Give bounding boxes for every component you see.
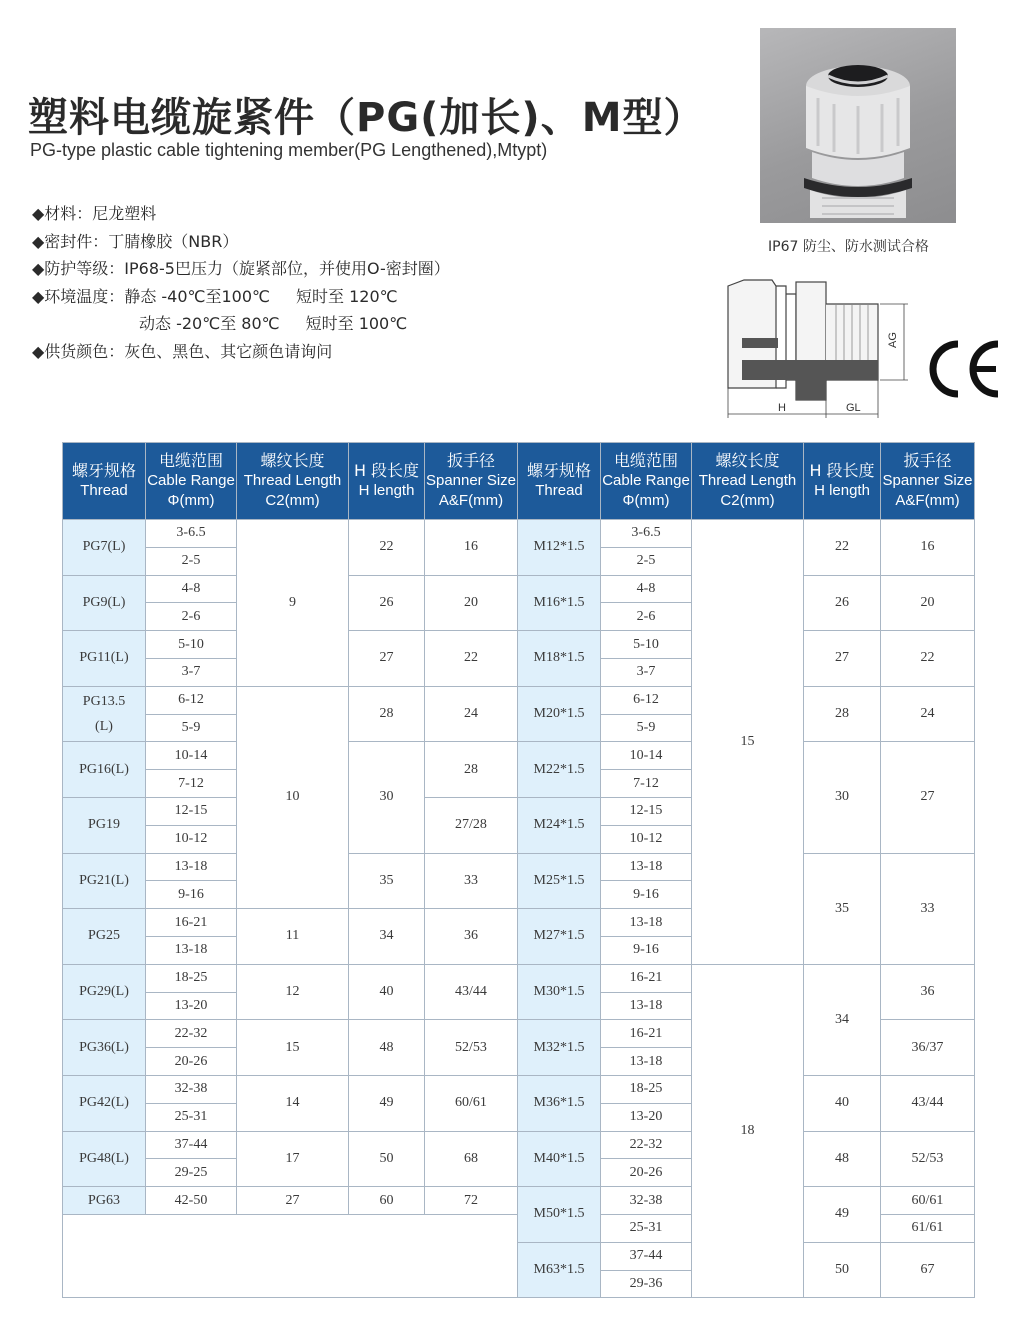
thread-cell: PG36(L) — [63, 1020, 146, 1076]
table-cell: 2-6 — [146, 603, 237, 631]
table-cell — [63, 1214, 518, 1297]
table-row — [63, 742, 975, 770]
table-cell: 22-32 — [146, 1020, 237, 1048]
table-cell: 12-15 — [601, 797, 692, 825]
thread-cell: PG19 — [63, 797, 146, 853]
column-header-en: C2(mm) — [265, 492, 320, 509]
table-row — [63, 686, 975, 714]
column-header-en: Φ(mm) — [167, 492, 215, 509]
column-header — [146, 443, 237, 520]
column-header-zh: H 段长度 — [809, 461, 875, 480]
table-cell: 13-18 — [601, 909, 692, 937]
static-range: 静态 -40℃至100℃ — [124, 286, 271, 306]
table-cell: 22 — [425, 631, 518, 687]
table-cell: 22 — [881, 631, 975, 687]
table-cell: 20 — [881, 575, 975, 631]
thread-cell: M25*1.5 — [518, 853, 601, 909]
thread-cell: PG63 — [63, 1187, 146, 1215]
table-cell: 10-12 — [146, 825, 237, 853]
column-header-zh: 螺牙规格 — [526, 461, 591, 480]
table-cell: 3-7 — [146, 658, 237, 686]
thread-cell: M27*1.5 — [518, 909, 601, 965]
table-cell: 3-6.5 — [601, 520, 692, 548]
technical-drawing — [716, 276, 912, 426]
ce-mark — [924, 336, 1002, 402]
table-cell: 3-7 — [601, 658, 692, 686]
table-row — [63, 1131, 975, 1159]
table-cell: 5-10 — [601, 631, 692, 659]
table-cell: 60/61 — [881, 1187, 975, 1215]
table-cell: 11 — [237, 909, 349, 965]
spec-color: ◆供货颜色：灰色、黑色、其它颜色请询问 — [32, 341, 333, 361]
table-row — [63, 853, 975, 881]
table-cell: 13-18 — [146, 936, 237, 964]
table-cell: 27 — [349, 631, 425, 687]
spec-temperature-dynamic — [32, 310, 450, 338]
thread-cell: M20*1.5 — [518, 686, 601, 742]
column-header-zh: 扳手径 — [446, 451, 495, 470]
table-row — [63, 964, 975, 992]
table-cell: 5-10 — [146, 631, 237, 659]
table-cell: 29-36 — [601, 1270, 692, 1298]
table-cell: 13-18 — [146, 853, 237, 881]
table-cell: 7-12 — [146, 770, 237, 798]
thread-cell: M63*1.5 — [518, 1242, 601, 1298]
table-cell: 13-18 — [601, 992, 692, 1020]
table-cell: 12 — [237, 964, 349, 1020]
column-header — [63, 443, 146, 520]
thread-cell: PG11(L) — [63, 631, 146, 687]
table-cell: 42-50 — [146, 1187, 237, 1215]
table-cell: 26 — [349, 575, 425, 631]
table-row — [63, 631, 975, 659]
table-cell: 13-20 — [146, 992, 237, 1020]
table-cell: 15 — [237, 1020, 349, 1076]
table-cell: 33 — [881, 853, 975, 964]
column-header-en: A&F(mm) — [438, 492, 504, 509]
table-cell: 25-31 — [146, 1103, 237, 1131]
column-header-zh: 螺纹长度 — [715, 451, 780, 470]
column-header-zh: H 段长度 — [353, 461, 420, 480]
table-cell: 18-25 — [601, 1075, 692, 1103]
table-cell: 32-38 — [601, 1187, 692, 1215]
table-cell: 60 — [349, 1187, 425, 1215]
table-cell: 16 — [881, 520, 975, 576]
gl-dimension: GL — [846, 402, 861, 414]
table-cell: 28 — [804, 686, 881, 742]
table-cell: 32-38 — [146, 1075, 237, 1103]
table-cell: 72 — [425, 1187, 518, 1215]
column-header — [692, 443, 804, 520]
thread-cell: M16*1.5 — [518, 575, 601, 631]
table-cell: 35 — [349, 853, 425, 909]
table-cell: 20-26 — [146, 1048, 237, 1076]
thread-cell: PG29(L) — [63, 964, 146, 1020]
h-dimension: H — [778, 402, 786, 414]
column-header-zh: 扳手径 — [903, 451, 952, 470]
table-cell: 6-12 — [601, 686, 692, 714]
table-cell: 7-12 — [601, 770, 692, 798]
table-cell: 16-21 — [601, 964, 692, 992]
column-header-zh: 螺纹长度 — [260, 451, 325, 470]
table-cell: 48 — [349, 1020, 425, 1076]
spec-protection: ◆防护等级：IP68-5巴压力（旋紧部位，并使用O-密封圈） — [32, 259, 450, 278]
table-cell: 35 — [804, 853, 881, 964]
table-cell: 16-21 — [601, 1020, 692, 1048]
table-cell: 27 — [804, 631, 881, 687]
table-cell: 3-6.5 — [146, 520, 237, 548]
table-cell: 36 — [425, 909, 518, 965]
column-header — [601, 443, 692, 520]
table-cell: 2-5 — [146, 547, 237, 575]
table-cell: 4-8 — [146, 575, 237, 603]
table-cell: 16-21 — [146, 909, 237, 937]
table-cell: 36/37 — [881, 1020, 975, 1076]
table-row — [63, 575, 975, 603]
table-cell: 9 — [237, 520, 349, 687]
table-cell: 13-18 — [601, 853, 692, 881]
table-cell: 2-5 — [601, 547, 692, 575]
column-header-en: Spanner Size — [882, 472, 973, 489]
column-header-en: H length — [814, 482, 870, 499]
table-cell: 9-16 — [601, 881, 692, 909]
table-cell: 22 — [349, 520, 425, 576]
thread-cell: M24*1.5 — [518, 797, 601, 853]
product-photo — [760, 28, 956, 223]
table-cell: 4-8 — [601, 575, 692, 603]
thread-cell: M36*1.5 — [518, 1075, 601, 1131]
table-cell: 17 — [237, 1131, 349, 1187]
table-cell: 26 — [804, 575, 881, 631]
table-cell: 33 — [425, 853, 518, 909]
table-cell: 50 — [804, 1242, 881, 1298]
table-cell: 20 — [425, 575, 518, 631]
table-cell: 28 — [425, 742, 518, 798]
thread-cell: PG16(L) — [63, 742, 146, 798]
column-header — [881, 443, 975, 520]
page-title: 塑料电缆旋紧件（PG(加长)、M型） — [28, 95, 705, 141]
table-cell: 49 — [804, 1187, 881, 1243]
table-cell: 49 — [349, 1075, 425, 1131]
thread-cell: M12*1.5 — [518, 520, 601, 576]
thread-cell: PG9(L) — [63, 575, 146, 631]
column-header-zh: 电缆范围 — [613, 451, 678, 470]
table-cell: 37-44 — [146, 1131, 237, 1159]
table-cell: 60/61 — [425, 1075, 518, 1131]
table-cell: 48 — [804, 1131, 881, 1187]
table-cell: 40 — [804, 1075, 881, 1131]
thread-cell: M30*1.5 — [518, 964, 601, 1020]
table-cell: 13-20 — [601, 1103, 692, 1131]
column-header — [804, 443, 881, 520]
table-cell: 40 — [349, 964, 425, 1020]
table-cell: 37-44 — [601, 1242, 692, 1270]
table-cell: 27 — [881, 742, 975, 853]
thread-cell: M32*1.5 — [518, 1020, 601, 1076]
table-cell: 28 — [349, 686, 425, 742]
table-cell: 52/53 — [881, 1131, 975, 1187]
column-header-en: Thread — [80, 482, 128, 499]
column-header-zh: 螺牙规格 — [71, 461, 136, 480]
table-cell: 67 — [881, 1242, 975, 1298]
thread-cell: PG25 — [63, 909, 146, 965]
table-cell: 29-25 — [146, 1159, 237, 1187]
table-cell: 9-16 — [146, 881, 237, 909]
table-cell: 5-9 — [146, 714, 237, 742]
page-subtitle: PG-type plastic cable tightening member(PG Lengthened),Mtypt) — [30, 140, 548, 160]
thread-cell: M22*1.5 — [518, 742, 601, 798]
column-header-en: Thread Length — [698, 472, 797, 489]
table-cell: 34 — [804, 964, 881, 1075]
thread-cell: PG48(L) — [63, 1131, 146, 1187]
spec-table — [62, 442, 975, 1298]
dynamic-range: 动态 -20℃至 80℃ — [139, 314, 280, 333]
table-cell: 18 — [692, 964, 804, 1298]
table-cell: 36 — [881, 964, 975, 1020]
thread-cell: PG21(L) — [63, 853, 146, 909]
table-cell: 24 — [425, 686, 518, 742]
table-cell: 50 — [349, 1131, 425, 1187]
column-header-en: Thread — [535, 482, 583, 499]
thread-cell: PG42(L) — [63, 1075, 146, 1131]
table-row — [63, 1075, 975, 1103]
dynamic-short-term: 短时至 100℃ — [305, 314, 408, 333]
column-header — [237, 443, 349, 520]
column-header-en: Cable Range — [602, 472, 690, 489]
table-header-row — [63, 443, 975, 520]
column-header-zh: 电缆范围 — [158, 451, 223, 470]
table-cell: 27/28 — [425, 797, 518, 853]
table-cell: 18-25 — [146, 964, 237, 992]
table-cell: 61/61 — [881, 1214, 975, 1242]
column-header-en: Spanner Size — [425, 472, 517, 489]
table-cell: 34 — [349, 909, 425, 965]
thread-cell: M50*1.5 — [518, 1187, 601, 1243]
spec-temperature-label: ◆环境温度： — [32, 286, 125, 306]
table-row — [63, 1187, 975, 1215]
table-cell: 22-32 — [601, 1131, 692, 1159]
table-cell: 10-12 — [601, 825, 692, 853]
table-cell: 12-15 — [146, 797, 237, 825]
table-cell: 2-6 — [601, 603, 692, 631]
table-cell: 5-9 — [601, 714, 692, 742]
column-header — [425, 443, 518, 520]
static-short-term: 短时至 120℃ — [296, 286, 398, 306]
table-cell: 6-12 — [146, 686, 237, 714]
column-header — [349, 443, 425, 520]
thread-cell: PG13.5 (L) — [63, 686, 146, 742]
photo-caption: IP67 防尘、防水测试合格 — [768, 239, 929, 255]
table-body — [63, 520, 975, 1298]
table-cell: 9-16 — [601, 936, 692, 964]
thread-cell: M18*1.5 — [518, 631, 601, 687]
column-header-en: C2(mm) — [720, 492, 775, 509]
table-cell: 22 — [804, 520, 881, 576]
ag-dimension: AG — [887, 332, 899, 348]
spec-temperature-static — [32, 283, 450, 311]
table-cell: 24 — [881, 686, 975, 742]
table-row — [63, 520, 975, 548]
column-header-en: H length — [358, 482, 415, 499]
table-cell: 52/53 — [425, 1020, 518, 1076]
table-cell: 68 — [425, 1131, 518, 1187]
spec-seal: ◆密封件：丁腈橡胶（NBR） — [32, 231, 239, 251]
table-cell: 27 — [237, 1187, 349, 1215]
table-cell: 10-14 — [601, 742, 692, 770]
column-header-en: Cable Range — [147, 472, 235, 489]
thread-cell: M40*1.5 — [518, 1131, 601, 1187]
table-cell: 30 — [349, 742, 425, 853]
thread-cell: PG7(L) — [63, 520, 146, 576]
table-cell: 20-26 — [601, 1159, 692, 1187]
table-cell: 15 — [692, 520, 804, 965]
table-cell: 16 — [425, 520, 518, 576]
table-cell: 10-14 — [146, 742, 237, 770]
table-cell: 25-31 — [601, 1214, 692, 1242]
table-cell: 14 — [237, 1075, 349, 1131]
column-header-en: Thread Length — [243, 472, 342, 489]
column-header-en: Φ(mm) — [622, 492, 670, 509]
column-header — [518, 443, 601, 520]
spec-list — [32, 200, 450, 365]
table-cell: 10 — [237, 686, 349, 908]
table-cell: 43/44 — [425, 964, 518, 1020]
table-cell: 43/44 — [881, 1075, 975, 1131]
table-cell: 30 — [804, 742, 881, 853]
spec-material: ◆材料：尼龙塑料 — [32, 204, 157, 223]
column-header-en: A&F(mm) — [895, 492, 960, 509]
table-cell: 13-18 — [601, 1048, 692, 1076]
